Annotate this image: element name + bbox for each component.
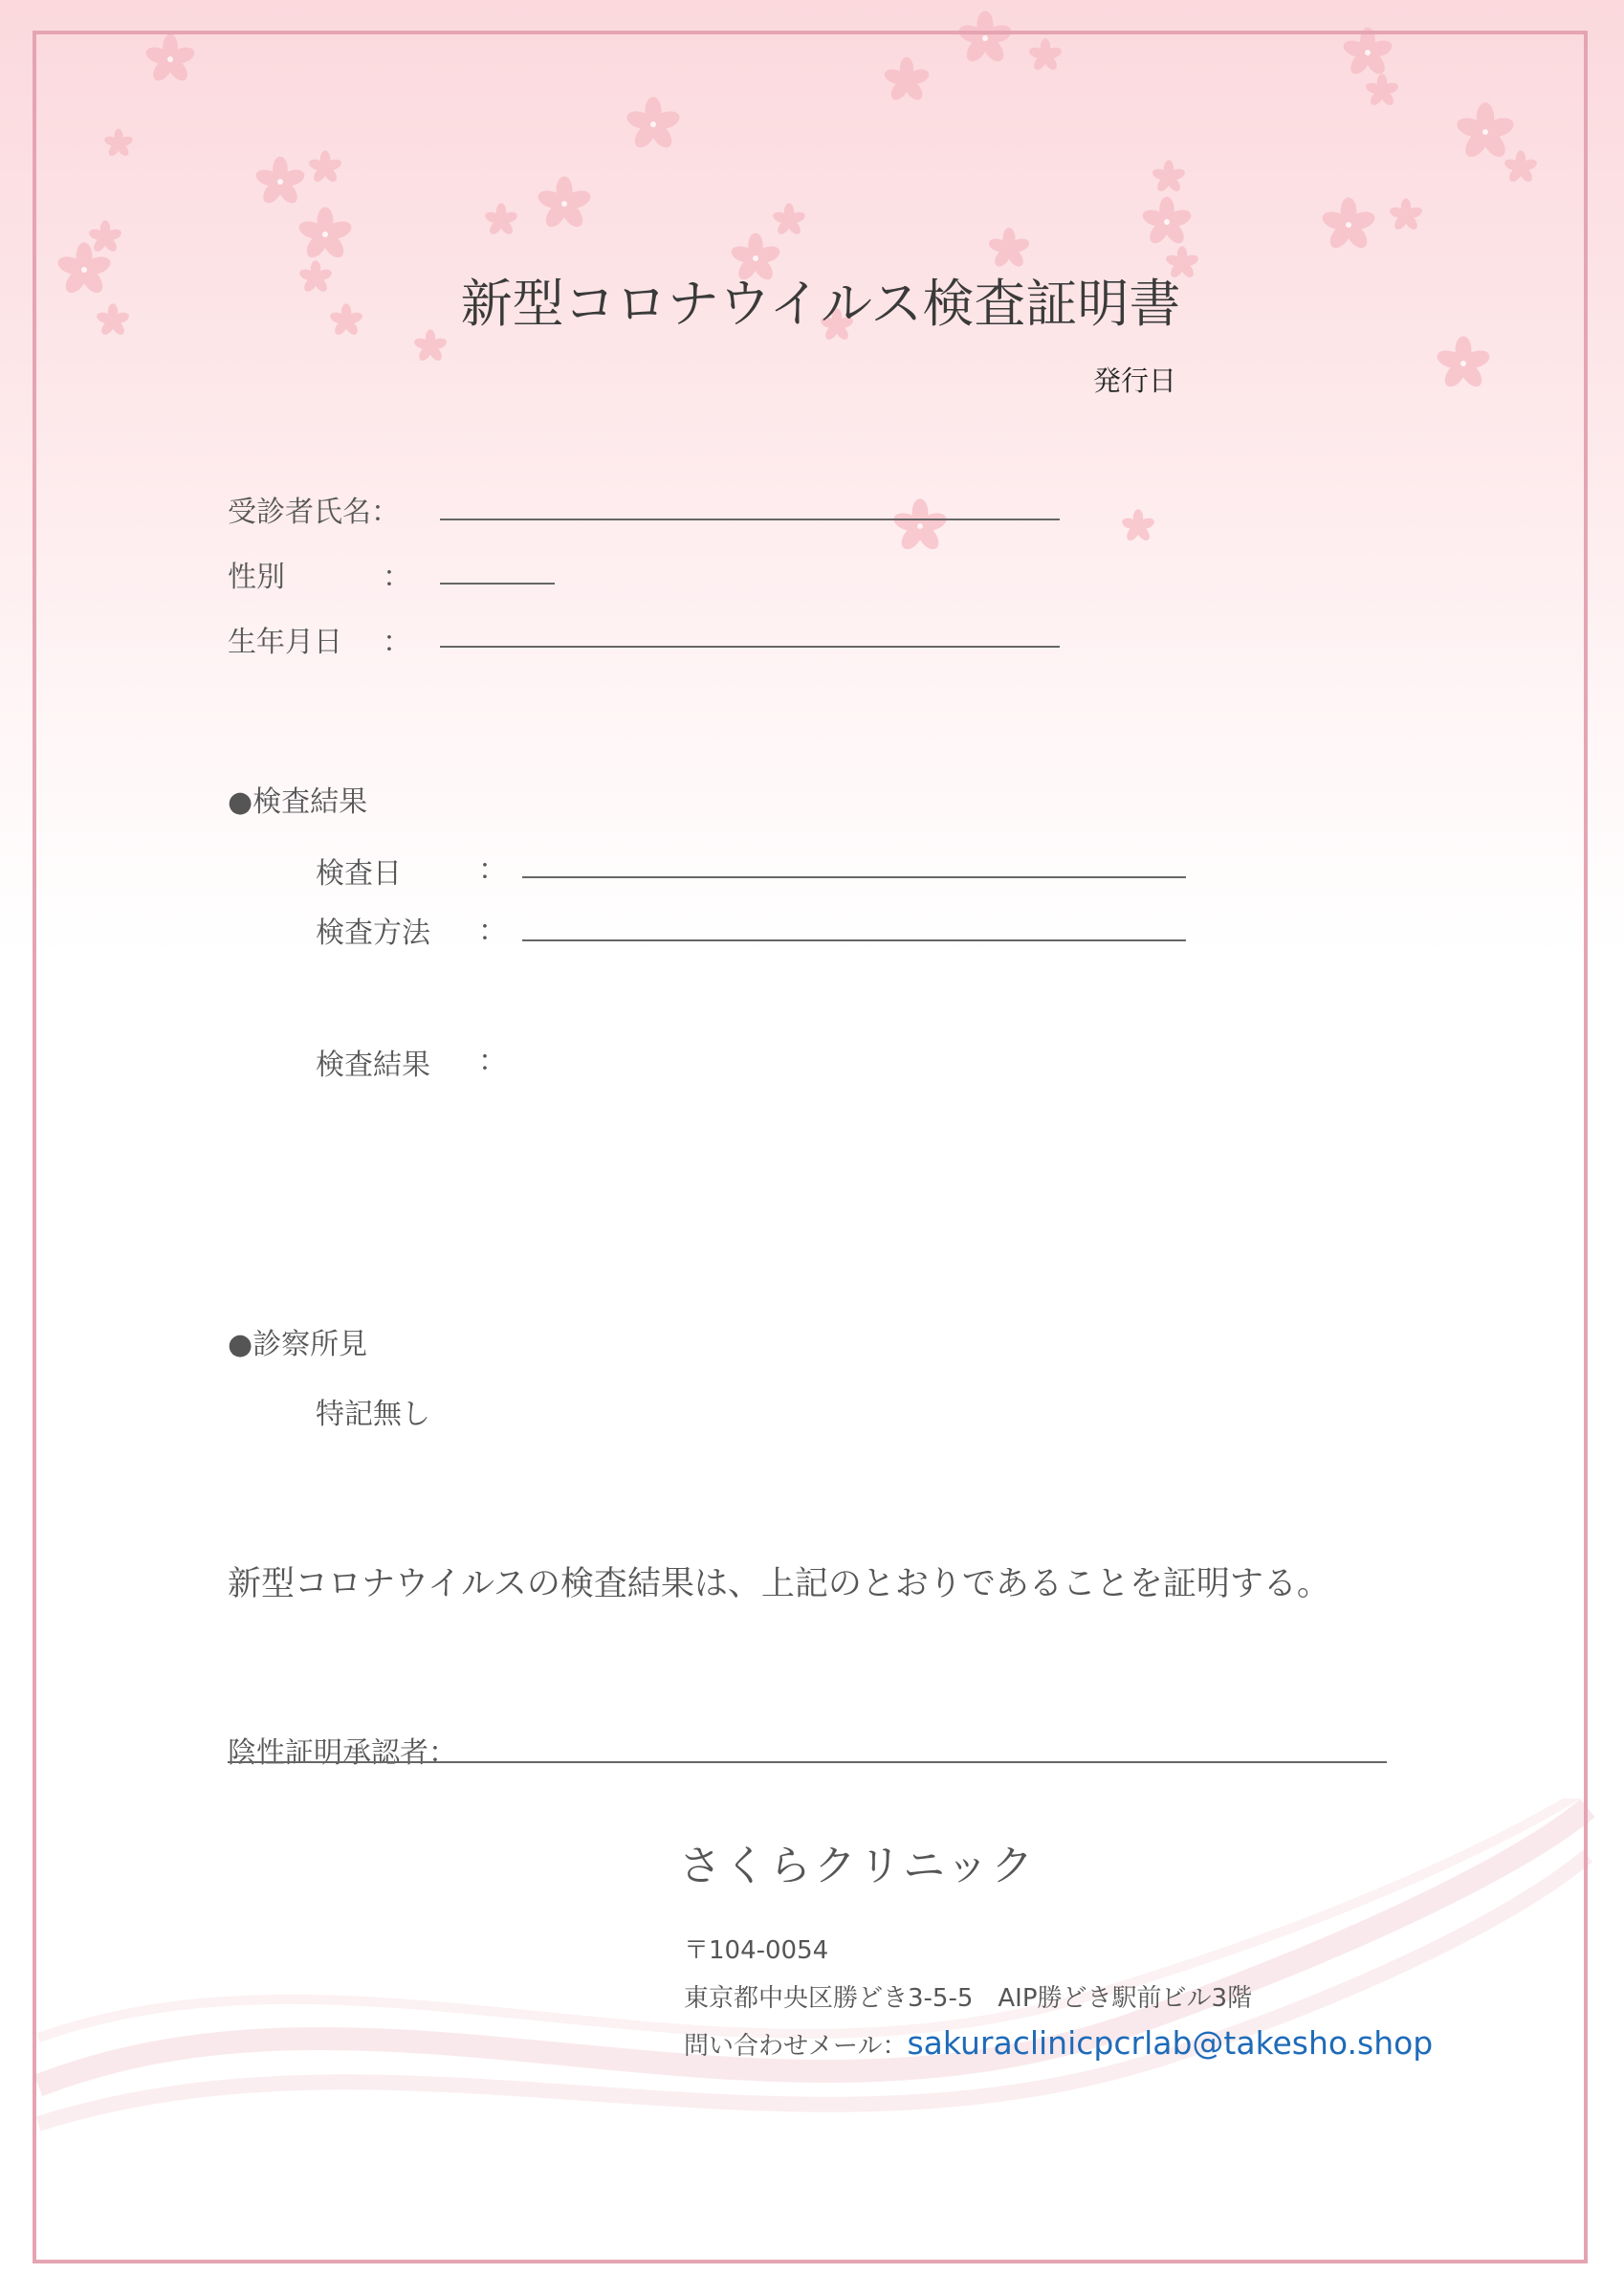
- test-result-colon: ：: [478, 1045, 507, 1078]
- document-title: 新型コロナウイルス検査証明書: [460, 274, 1181, 334]
- dob-colon: ：: [383, 626, 411, 659]
- dob-label: 生年月日: [228, 626, 342, 659]
- contact-label: 問い合わせメール：: [684, 2032, 908, 2061]
- test-date-line: [522, 876, 1186, 878]
- clinic-contact: [684, 2024, 1433, 2062]
- certification-statement: 新型コロナウイルスの検査結果は、上記のとおりであることを証明する。: [228, 1565, 1330, 1603]
- patient-name-label: 受診者氏名：: [228, 496, 400, 529]
- issue-date-label: 発行日: [1093, 364, 1177, 397]
- contact-email-link[interactable]: sakuraclinicpcrlab@takesho.shop: [907, 2024, 1434, 2062]
- sex-colon: ：: [383, 561, 411, 594]
- patient-name-line: [440, 519, 1060, 520]
- findings-text: 特記無し: [316, 1398, 430, 1431]
- clinic-address: 東京都中央区勝どき3-5-5 AIP勝どき駅前ビル3階: [684, 1984, 1253, 2013]
- test-result-label: 検査結果: [316, 1049, 430, 1082]
- sex-label: 性別: [228, 561, 285, 594]
- test-method-colon: ：: [478, 915, 507, 948]
- test-method-line: [522, 939, 1186, 941]
- findings-heading: ●診察所見: [228, 1328, 368, 1361]
- test-date-colon: ：: [478, 853, 507, 887]
- page-border: [33, 31, 1588, 2263]
- approver-line: [228, 1761, 1387, 1763]
- dob-line: [440, 646, 1060, 648]
- test-results-heading: ●検査結果: [228, 785, 368, 819]
- clinic-postal: 〒104-0054: [684, 1936, 829, 1965]
- test-method-label: 検査方法: [316, 916, 430, 950]
- test-date-label: 検査日: [316, 857, 402, 891]
- approver-label: 陰性証明承認者：: [228, 1736, 457, 1770]
- sex-line: [440, 583, 555, 585]
- clinic-name: さくらクリニック: [679, 1842, 1037, 1890]
